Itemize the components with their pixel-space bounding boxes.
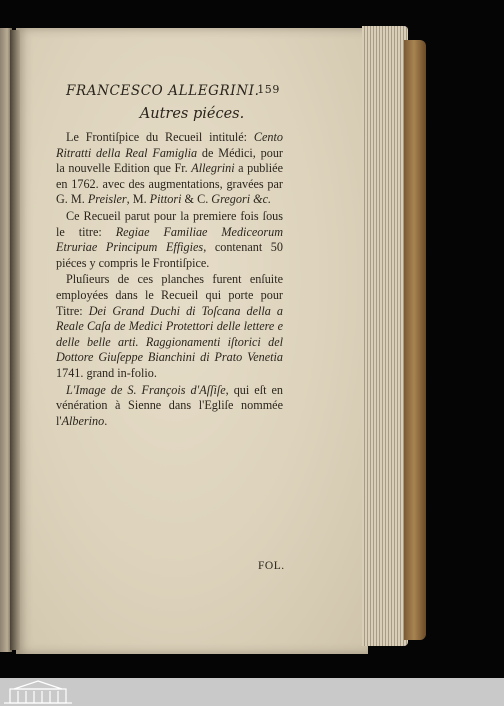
roman-text: a publiée en 1762. avec des augmentations, gravées par G. M. [56,161,283,207]
body-text [56,130,283,430]
italic-text: Dei Grand Duchi di Toſcana della a Reale Caſa de Medici Protettori delle lettere e delle belle arti. Raggionamenti iſtorici del Dottore Giuſeppe Bianchini di Prato Venetia [56,303,283,365]
italic-text: Allegrini [191,161,235,176]
running-head [66,83,280,103]
roman-text: , contenant 50 piéces y compris le Frontiſpice. [56,240,283,270]
italic-text: Pittori [149,192,182,207]
roman-text: & C. [181,192,212,207]
book-cover-edge [404,40,426,640]
running-head-title: FRANCESCO ALLEGRINI. [66,83,260,99]
italic-text: L'Image de S. François d'Aſſiſe [66,382,226,397]
roman-text: Pluſieurs de ces planches furent enſuite employées dans le Recueil qui porte pour Titre: [56,272,283,318]
section-title: Autres piéces. [139,106,245,122]
library-building-logo-icon [2,679,74,705]
page-number: 159 [257,83,280,96]
roman-text: . [104,413,108,428]
roman-text: de Médici, pour la nouvelle Edition que Fr. [56,145,283,176]
page-gutter [10,30,20,650]
roman-text: , qui eſt en vénération à Sienne dans l'Egliſe nommée l' [56,382,284,428]
roman-text: 1741. grand in-folio. [56,365,157,380]
roman-text: Ce Recueil parut pour la premiere fois ſous le titre: [56,208,283,239]
roman-text: , M. [126,192,150,207]
paragraph [56,130,283,208]
roman-text: Le Frontiſpice du Recueil intitulé: [66,130,254,144]
paragraph [56,272,283,381]
italic-text: Cento Ritratti della Real Famiglia [56,130,283,160]
italic-text: Regiae Familiae Mediceorum Etruriae Principum Effigies [56,224,283,255]
catchword: FOL. [258,560,285,572]
watermark-bar [0,678,504,706]
italic-text: Preisler [87,192,127,207]
italic-text: Alberino [61,413,105,428]
page-block-edges [362,26,408,646]
paragraph [56,209,283,271]
italic-text: Gregori &c. [211,192,272,207]
paragraph [56,383,283,430]
